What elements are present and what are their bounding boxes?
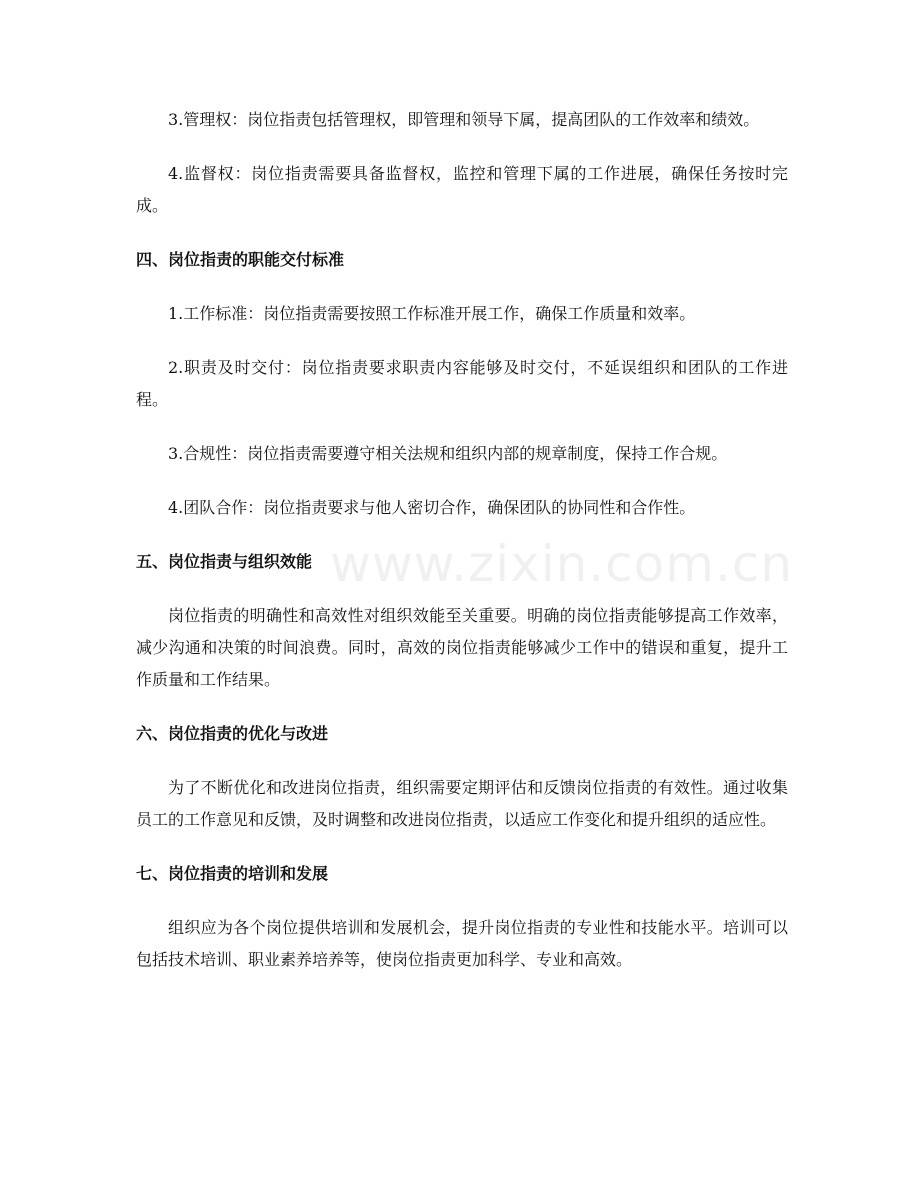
paragraph-timely-delivery: 2.职责及时交付：岗位指责要求职责内容能够及时交付，不延误组织和团队的工作进程。 (136, 358, 788, 409)
heading-section-5: 五、岗位指责与组织效能 (136, 552, 313, 571)
document-body (136, 104, 788, 998)
paragraph-org-effectiveness: 岗位指责的明确性和高效性对组织效能至关重要。明确的岗位指责能够提高工作效率，减少沟通和决策的时间浪费。同时，高效的岗位指责能够减少工作中的错误和重复，提升工作质量和工作结果。 (136, 606, 788, 689)
paragraph-optimization: 为了不断优化和改进岗位指责，组织需要定期评估和反馈岗位指责的有效性。通过收集员工的工作意见和反馈，及时调整和改进岗位指责，以适应工作变化和提升组织的适应性。 (136, 778, 788, 829)
watermark: www.zixin.com.cn (330, 535, 794, 593)
paragraph-work-standard: 1.工作标准：岗位指责需要按照工作标准开展工作，确保工作质量和效率。 (168, 304, 696, 323)
paragraph-teamwork: 4.团队合作：岗位指责要求与他人密切合作，确保团队的协同性和合作性。 (168, 498, 696, 517)
paragraph-management-right: 3.管理权：岗位指责包括管理权，即管理和领导下属，提高团队的工作效率和绩效。 (168, 110, 760, 129)
heading-section-6: 六、岗位指责的优化与改进 (136, 724, 329, 743)
heading-section-4: 四、岗位指责的职能交付标准 (136, 250, 345, 269)
paragraph-supervision-right: 4.监督权：岗位指责需要具备监督权，监控和管理下属的工作进展，确保任务按时完成。 (136, 164, 788, 215)
heading-section-7: 七、岗位指责的培训和发展 (136, 864, 329, 883)
paragraph-training: 组织应为各个岗位提供培训和发展机会，提升岗位指责的专业性和技能水平。培训可以包括技术培训、职业素养培养等，使岗位指责更加科学、专业和高效。 (136, 918, 788, 969)
paragraph-compliance: 3.合规性：岗位指责需要遵守相关法规和组织内部的规章制度，保持工作合规。 (168, 444, 728, 463)
